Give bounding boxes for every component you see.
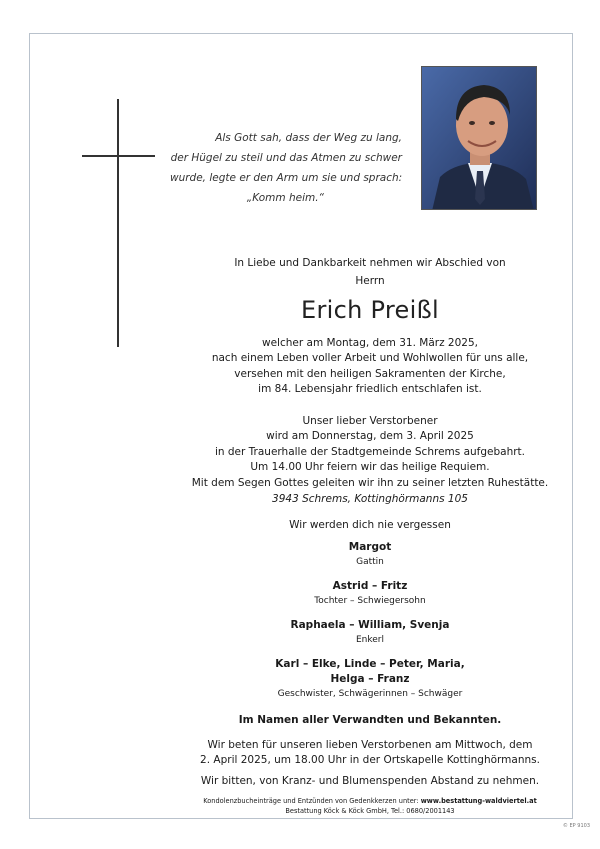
footer-url[interactable]: www.bestattung-waldviertel.at <box>420 797 537 805</box>
footer-line2: Bestattung Köck & Köck GmbH, Tel.: 0680/2001143 <box>285 807 455 815</box>
mourner-names: Astrid – Fritz <box>332 580 408 592</box>
mourner-relation: Geschwister, Schwägerinnen – Schwäger <box>277 689 463 699</box>
flowers-note: Wir bitten, von Kranz- und Blumenspenden Abstand zu nehmen. <box>200 775 540 787</box>
deceased-name: Erich Preißl <box>301 296 439 324</box>
cross-vertical <box>117 99 119 347</box>
prayer-line: 2. April 2025, um 18.00 Uhr in der Ortskapelle Kottinghörmanns. <box>200 754 540 767</box>
relatives-note: Im Namen aller Verwandten und Bekannten. <box>238 714 502 726</box>
poem-line: wurde, legte er den Arm um sie und sprach: <box>170 172 403 184</box>
mourner-names: Karl – Elke, Linde – Peter, Maria, <box>275 658 465 670</box>
mourner-relation: Gattin <box>356 557 384 567</box>
mourner-relation: Enkerl <box>355 635 385 645</box>
poem <box>170 128 402 208</box>
funeral-line: Um 14.00 Uhr feiern wir das heilige Requiem. <box>250 461 490 474</box>
bio-line: im 84. Lebensjahr friedlich entschlafen ist. <box>258 383 482 396</box>
never-forget: Wir werden dich nie vergessen <box>289 519 451 531</box>
poem-line: „Komm heim.“ <box>246 192 324 204</box>
bio-line: nach einem Leben voller Arbeit und Wohlwollen für uns alle, <box>211 352 529 365</box>
mourner-names-cont: Helga – Franz <box>330 673 410 685</box>
mourner-names: Raphaela – William, Svenja <box>290 619 450 631</box>
mourner-names: Margot <box>348 541 392 553</box>
intro-text: In Liebe und Dankbarkeit nehmen wir Abschied von <box>234 257 506 269</box>
bio-line: welcher am Montag, dem 31. März 2025, <box>262 337 478 349</box>
address: 3943 Schrems, Kottinghörmanns 105 <box>272 493 468 505</box>
prayer-info <box>130 738 600 769</box>
funeral-line: in der Trauerhalle der Stadtgemeinde Schrems aufgebahrt. <box>214 445 526 458</box>
bio-line: versehen mit den heiligen Sakramenten der Kirche, <box>234 367 506 380</box>
footer-line1: Kondolenzbucheinträge und Entzünden von Gedenkkerzen unter: <box>203 797 419 805</box>
funeral-info <box>130 414 600 491</box>
funeral-line: Mit dem Segen Gottes geleiten wir ihn zu seiner letzten Ruhestätte. <box>191 476 549 489</box>
salutation: Herrn <box>355 275 385 287</box>
funeral-line: wird am Donnerstag, dem 3. April 2025 <box>266 430 474 443</box>
prayer-line: Wir beten für unseren lieben Verstorbenen am Mittwoch, dem <box>207 739 533 751</box>
portrait-photo <box>421 66 537 210</box>
cross-horizontal <box>82 155 155 157</box>
mourner-relation: Tochter – Schwiegersohn <box>314 596 426 606</box>
footer <box>130 796 600 816</box>
bio <box>130 336 600 398</box>
poem-line: der Hügel zu steil und das Atmen zu schwer <box>170 152 402 164</box>
poem-line: Als Gott sah, dass der Weg zu lang, <box>215 132 402 144</box>
print-code: © EP 9103 <box>562 823 590 829</box>
funeral-line: Unser lieber Verstorbener <box>302 415 438 427</box>
